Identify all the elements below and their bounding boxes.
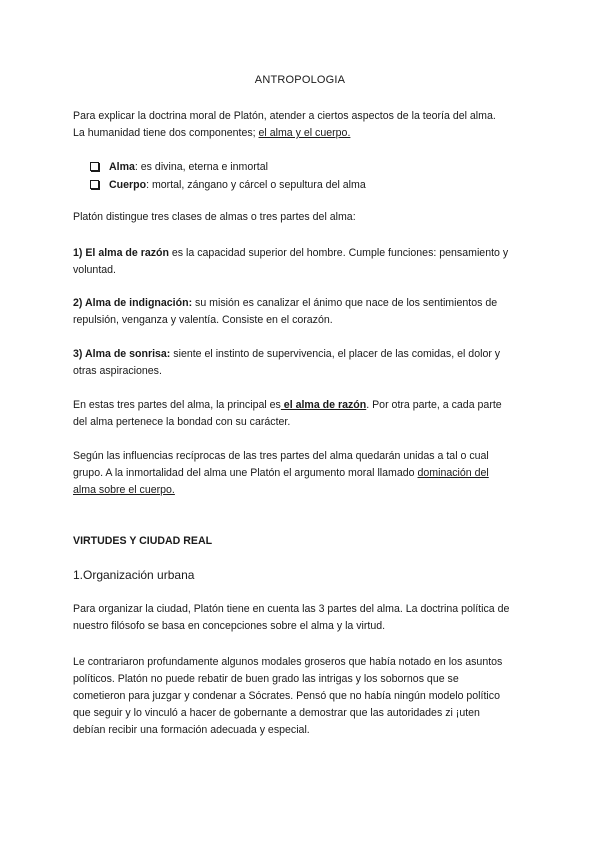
- contrary-line-5: debían recibir una formación adecuada y especial.: [73, 724, 310, 736]
- part-1-term: 1) El alma de razón: [73, 247, 169, 259]
- principal-underlined: el alma de razón: [280, 399, 367, 411]
- section-2-title: VIRTUDES Y CIUDAD REAL: [73, 535, 213, 547]
- contrary-line-2: políticos. Platón no puede rebatir de buen grado las intrigas y los sobornos que se: [73, 673, 459, 685]
- organize-line-1: Para organizar la ciudad, Platón tiene en cuenta las 3 partes del alma. La doctrina política de: [73, 603, 510, 615]
- document-title: ANTROPOLOGIA: [254, 74, 346, 86]
- bullet-text: : es divina, eterna e inmortal: [134, 161, 268, 173]
- organize-line-2: nuestro filósofo se basa en concepciones sobre el alma y la virtud.: [73, 620, 386, 632]
- principal-paragraph: [73, 397, 533, 431]
- part-2-term: 2) Alma de indignación:: [73, 297, 193, 309]
- part-3-paragraph: [73, 346, 533, 380]
- part-1-text-line-2: voluntad.: [73, 264, 116, 276]
- part-1-text: es la capacidad superior del hombre. Cumple funciones: pensamiento y: [168, 247, 509, 259]
- bullet-alma: [90, 159, 268, 176]
- part-1-paragraph: [73, 245, 533, 279]
- influences-paragraph: [73, 448, 533, 499]
- checkbox-bullet-icon: [90, 162, 99, 171]
- influences-underlined-2: alma sobre el cuerpo.: [73, 484, 175, 496]
- subsection-title: 1.Organización urbana: [73, 568, 195, 582]
- checkbox-bullet-icon: [90, 180, 99, 189]
- three-parts-intro: Platón distingue tres clases de almas o tres partes del alma:: [73, 211, 356, 223]
- part-2-text: su misión es canalizar el ánimo que nace de los sentimientos de: [192, 297, 498, 309]
- principal-prefix: En estas tres partes del alma, la principal es: [73, 399, 281, 411]
- part-3-term: 3) Alma de sonrisa:: [73, 348, 171, 360]
- intro-line-2: [73, 125, 533, 142]
- intro-paragraph: [73, 108, 533, 142]
- part-3-text: siente el instinto de supervivencia, el placer de las comidas, el dolor y: [170, 348, 501, 360]
- contrary-line-4: que seguir y lo vinculó a hacer de gobernante a demostrar que las autoridades zi ¡uten: [73, 707, 480, 719]
- bullet-term: Alma: [109, 161, 135, 173]
- part-2-paragraph: [73, 295, 533, 329]
- part-2-text-line-2: repulsión, venganza y valentía. Consiste en el corazón.: [73, 314, 333, 326]
- bullet-term: Cuerpo: [109, 179, 147, 191]
- principal-suffix: . Por otra parte, a cada parte: [366, 399, 502, 411]
- influences-underlined-1: dominación del: [417, 467, 489, 479]
- organize-paragraph: [73, 601, 533, 635]
- intro-underlined-components: el alma y el cuerpo.: [258, 127, 351, 139]
- part-3-text-line-2: otras aspiraciones.: [73, 365, 162, 377]
- bullet-cuerpo: [90, 177, 366, 194]
- contrary-line-1: Le contrariaron profundamente algunos modales groseros que había notado en los asuntos: [73, 656, 503, 668]
- intro-line-1: Para explicar la doctrina moral de Platón, atender a ciertos aspectos de la teoría del alma.: [73, 110, 496, 122]
- contrary-paragraph: [73, 654, 533, 739]
- influences-line-1: Según las influencias recíprocas de las tres partes del alma quedarán unidas a tal o cual: [73, 450, 489, 462]
- bullet-text: : mortal, zángano y cárcel o sepultura del alma: [146, 179, 366, 191]
- intro-line-2-prefix: La humanidad tiene dos componentes;: [73, 127, 256, 139]
- influences-line-2-prefix: grupo. A la inmortalidad del alma une Platón el argumento moral llamado: [73, 467, 418, 479]
- principal-line-2: del alma pertenece la bondad con su carácter.: [73, 416, 291, 428]
- contrary-line-3: cometieron para juzgar y condenar a Sócrates. Pensó que no había ningún modelo político: [73, 690, 500, 702]
